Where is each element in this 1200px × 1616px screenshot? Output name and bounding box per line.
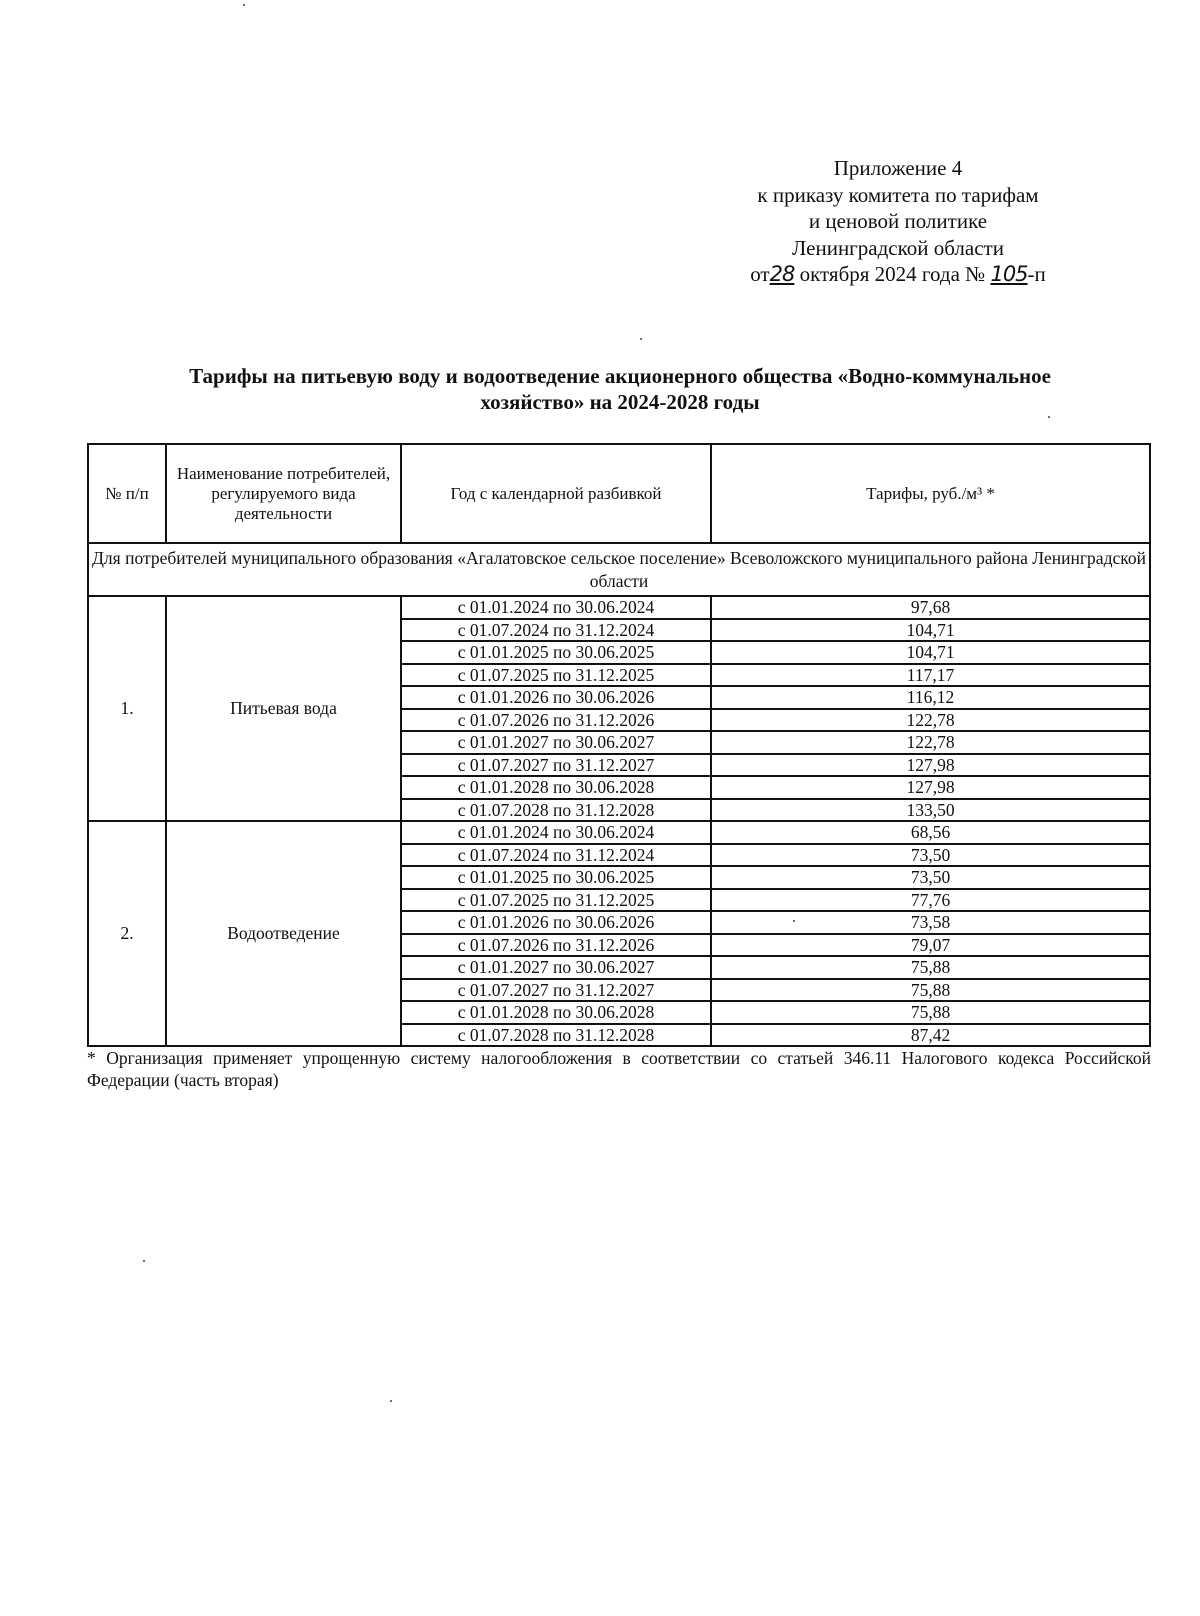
period-cell: с 01.01.2026 по 30.06.2026 bbox=[401, 686, 711, 709]
tariff-value-cell: 73,50 bbox=[711, 844, 1150, 867]
period-cell: с 01.01.2028 по 30.06.2028 bbox=[401, 776, 711, 799]
date-prefix: от bbox=[750, 262, 770, 286]
tariff-table bbox=[87, 443, 1151, 1047]
tariff-value-cell: 75,88 bbox=[711, 956, 1150, 979]
tariff-value-cell: 73,50 bbox=[711, 866, 1150, 889]
header-number: № п/п bbox=[88, 444, 166, 543]
handwritten-order-number: 105 bbox=[990, 262, 1028, 286]
table-row bbox=[88, 596, 1150, 619]
period-cell: с 01.07.2025 по 31.12.2025 bbox=[401, 889, 711, 912]
appendix-order-ref: к приказу комитета по тарифам bbox=[757, 182, 1039, 207]
tariff-value-cell: 79,07 bbox=[711, 934, 1150, 957]
scan-speck bbox=[793, 920, 795, 922]
tariff-value-cell: 104,71 bbox=[711, 619, 1150, 642]
section-name: Питьевая вода bbox=[166, 596, 401, 821]
table-header-row bbox=[88, 444, 1150, 543]
period-cell: с 01.01.2025 по 30.06.2025 bbox=[401, 866, 711, 889]
tariff-value-cell: 116,12 bbox=[711, 686, 1150, 709]
title-line-1: Тарифы на питьевую воду и водоотведение акционерного общества «Водно-коммунальное bbox=[189, 364, 1051, 388]
period-cell: с 01.07.2027 по 31.12.2027 bbox=[401, 979, 711, 1002]
scan-speck bbox=[143, 1260, 145, 1262]
appendix-header bbox=[718, 155, 1078, 288]
period-cell: с 01.01.2024 по 30.06.2024 bbox=[401, 821, 711, 844]
tariff-value-cell: 133,50 bbox=[711, 799, 1150, 822]
date-middle: октября 2024 года № bbox=[799, 262, 986, 286]
period-cell: с 01.07.2026 по 31.12.2026 bbox=[401, 709, 711, 732]
tariff-value-cell: 117,17 bbox=[711, 664, 1150, 687]
appendix-committee: и ценовой политике bbox=[808, 209, 988, 233]
period-cell: с 01.01.2028 по 30.06.2028 bbox=[401, 1001, 711, 1024]
tariff-value-cell: 122,78 bbox=[711, 731, 1150, 754]
appendix-date-line bbox=[718, 261, 1078, 288]
appendix-region: Ленинградской области bbox=[792, 235, 1004, 260]
header-consumer: Наименование потребителей, регулируемого вида деятельности bbox=[166, 444, 401, 543]
header-period: Год с календарной разбивкой bbox=[401, 444, 711, 543]
scan-speck bbox=[390, 1400, 392, 1402]
section-number: 1. bbox=[88, 596, 166, 821]
handwritten-day: 28 bbox=[769, 262, 795, 286]
group-label: Для потребителей муниципального образования «Агалатовское сельское поселение» Всеволожского муниципального района Ленинградской области bbox=[88, 543, 1150, 596]
tariff-value-cell: 77,76 bbox=[711, 889, 1150, 912]
tariff-value-cell: 87,42 bbox=[711, 1024, 1150, 1047]
period-cell: с 01.01.2024 по 30.06.2024 bbox=[401, 596, 711, 619]
tariff-value-cell: 104,71 bbox=[711, 641, 1150, 664]
scan-speck bbox=[640, 338, 642, 340]
tariff-value-cell: 75,88 bbox=[711, 1001, 1150, 1024]
period-cell: с 01.07.2025 по 31.12.2025 bbox=[401, 664, 711, 687]
tariff-value-cell: 97,68 bbox=[711, 596, 1150, 619]
tariff-value-cell: 127,98 bbox=[711, 754, 1150, 777]
period-cell: с 01.07.2027 по 31.12.2027 bbox=[401, 754, 711, 777]
period-cell: с 01.07.2026 по 31.12.2026 bbox=[401, 934, 711, 957]
section-number: 2. bbox=[88, 821, 166, 1046]
period-cell: с 01.07.2024 по 31.12.2024 bbox=[401, 844, 711, 867]
appendix-number: Приложение 4 bbox=[833, 156, 963, 180]
period-cell: с 01.07.2024 по 31.12.2024 bbox=[401, 619, 711, 642]
document-title bbox=[90, 363, 1150, 415]
period-cell: с 01.01.2025 по 30.06.2025 bbox=[401, 641, 711, 664]
tariff-value-cell: 73,58 bbox=[711, 911, 1150, 934]
section-name: Водоотведение bbox=[166, 821, 401, 1046]
scan-speck bbox=[243, 4, 245, 6]
period-cell: с 01.01.2026 по 30.06.2026 bbox=[401, 911, 711, 934]
tariff-value-cell: 122,78 bbox=[711, 709, 1150, 732]
table-row bbox=[88, 821, 1150, 844]
tariff-value-cell: 75,88 bbox=[711, 979, 1150, 1002]
period-cell: с 01.01.2027 по 30.06.2027 bbox=[401, 956, 711, 979]
order-suffix: -п bbox=[1027, 262, 1046, 286]
header-tariff: Тарифы, руб./м³ * bbox=[711, 444, 1150, 543]
period-cell: с 01.01.2027 по 30.06.2027 bbox=[401, 731, 711, 754]
period-cell: с 01.07.2028 по 31.12.2028 bbox=[401, 799, 711, 822]
footnote: * Организация применяет упрощенную систему налогообложения в соответствии со статьей 346.11 Налогового кодекса Российской Федерации (часть вторая) bbox=[87, 1048, 1151, 1090]
scan-speck bbox=[1048, 416, 1050, 418]
title-line-2: хозяйство» на 2024-2028 годы bbox=[480, 390, 760, 414]
tariff-value-cell: 68,56 bbox=[711, 821, 1150, 844]
tariff-value-cell: 127,98 bbox=[711, 776, 1150, 799]
group-row bbox=[88, 543, 1150, 596]
period-cell: с 01.07.2028 по 31.12.2028 bbox=[401, 1024, 711, 1047]
